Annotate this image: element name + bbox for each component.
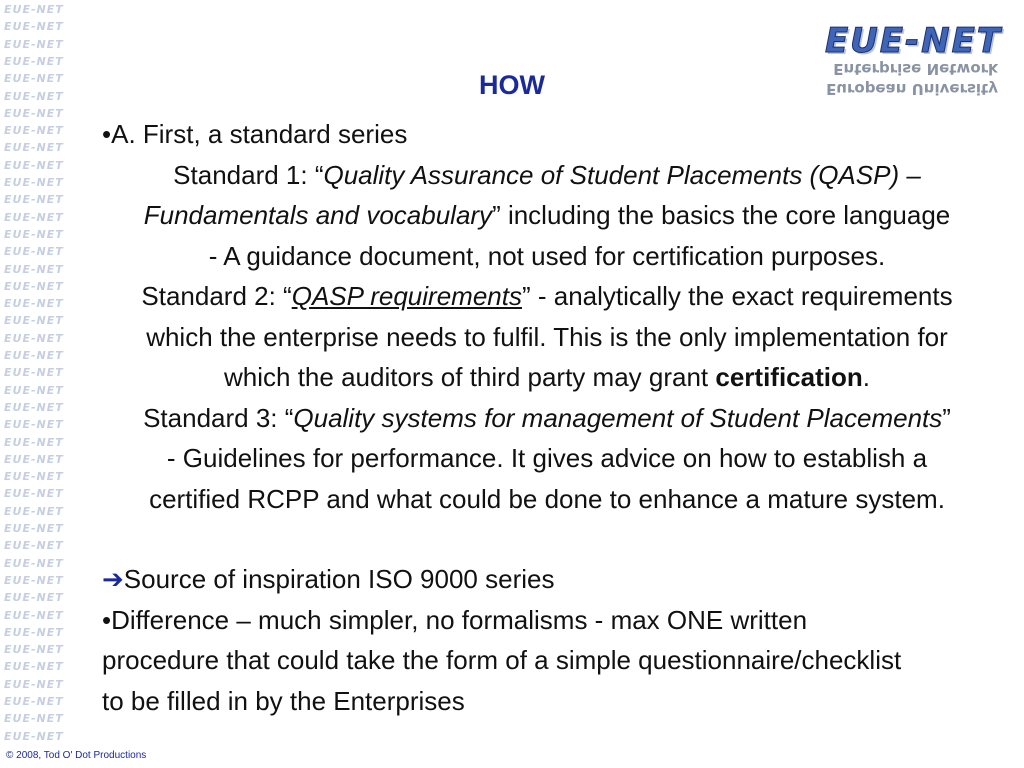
watermark-logo-mark: EUE-NET [4, 141, 64, 154]
watermark-logo-mark: EUE-NET [4, 505, 64, 518]
standard3-line3: certified RCPP and what could be done to enhance a mature system. [149, 483, 945, 514]
watermark-logo-mark: EUE-NET [4, 193, 64, 206]
spacer [102, 519, 992, 559]
point-a-text: A. First, a standard series [111, 119, 408, 149]
standard1-line1 [102, 155, 992, 196]
watermark-logo-mark: EUE-NET [4, 349, 64, 362]
watermark-logo-mark: EUE-NET [4, 591, 64, 604]
difference-text1: Difference – much simpler, no formalisms - max ONE written [111, 604, 808, 635]
watermark-logo-mark: EUE-NET [4, 487, 64, 500]
watermark-logo-mark: EUE-NET [4, 90, 64, 103]
standard1-rest1: ” including the basics the core language [492, 200, 951, 230]
standard2-line1 [102, 276, 992, 317]
standard2-line2: which the enterprise needs to fulfil. This is the only implementation for [146, 321, 948, 352]
watermark-logo-mark: EUE-NET [4, 332, 64, 345]
watermark-logo-mark: EUE-NET [4, 712, 64, 725]
watermark-logo-mark: EUE-NET [4, 176, 64, 189]
watermark-logo-mark: EUE-NET [4, 436, 64, 449]
difference-line2: procedure that could take the form of a simple questionnaire/checklist [102, 645, 902, 675]
standard3-line1 [102, 398, 992, 439]
standard2-title: QASP requirements [291, 281, 522, 311]
copyright-footer: © 2008, Tod O' Dot Productions [6, 750, 147, 761]
watermark-logo-mark: EUE-NET [4, 20, 64, 33]
logo-subtitle-enterprise: Enterprise Network [833, 60, 998, 78]
standard1-line3: - A guidance document, not used for certification purposes. [208, 240, 886, 271]
standard1-title-part1: Quality Assurance of Student Placements (QASP) – [323, 159, 921, 190]
standard3-close: ” [942, 402, 951, 433]
watermark-logo-mark: EUE-NET [4, 418, 64, 431]
standard1-title-part2: Fundamentals and vocabulary [143, 200, 493, 230]
watermark-logo-mark: EUE-NET [4, 626, 64, 639]
watermark-logo-mark: EUE-NET [4, 678, 64, 691]
watermark-logo-mark: EUE-NET [4, 470, 64, 483]
watermark-logo-mark: EUE-NET [4, 557, 64, 570]
watermark-logo-mark: EUE-NET [4, 539, 64, 552]
arrow-right-icon: ➔ [102, 564, 124, 594]
watermark-logo-mark: EUE-NET [4, 574, 64, 587]
watermark-logo-mark: EUE-NET [4, 228, 64, 241]
watermark-logo-mark: EUE-NET [4, 72, 64, 85]
watermark-logo-mark: EUE-NET [4, 38, 64, 51]
standard3-title: Quality systems for management of Student Placements [293, 402, 943, 433]
watermark-logo-mark: EUE-NET [4, 280, 64, 293]
slide-body [102, 114, 992, 721]
watermark-logo-mark: EUE-NET [4, 159, 64, 172]
watermark-logo-mark: EUE-NET [4, 401, 64, 414]
source-line [102, 559, 992, 600]
standard2-line3-pre: which the auditors of third party may grant [224, 362, 716, 392]
watermark-logo-mark: EUE-NET [4, 522, 64, 535]
watermark-logo-mark: EUE-NET [4, 730, 64, 740]
watermark-logo-mark: EUE-NET [4, 211, 64, 224]
difference-line3: to be filled in by the Enterprises [102, 685, 465, 716]
watermark-logo-mark: EUE-NET [4, 695, 64, 708]
slide-title: HOW [479, 70, 545, 100]
bullet: • [102, 604, 112, 635]
standard2-prefix: Standard 2: “ [141, 281, 292, 311]
watermark-logo-mark: EUE-NET [4, 314, 64, 327]
watermark-logo-mark: EUE-NET [4, 245, 64, 258]
watermark-logo-mark: EUE-NET [4, 660, 64, 673]
watermark-logo-mark: EUE-NET [4, 3, 64, 16]
watermark-logo-mark: EUE-NET [4, 124, 64, 137]
standard2-line3 [102, 357, 992, 398]
standard3-line2: - Guidelines for performance. It gives advice on how to establish a [166, 443, 928, 473]
standard3-prefix: Standard 3: “ [143, 402, 294, 433]
standard1-prefix: Standard 1: “ [173, 159, 324, 190]
watermark-logo-mark: EUE-NET [4, 643, 64, 656]
standard2-line3-post: . [862, 362, 870, 392]
difference-line1 [102, 600, 992, 641]
standard2-rest1: ” - analytically the exact requirements [521, 281, 953, 311]
watermark-logo-mark: EUE-NET [4, 609, 64, 622]
standard2-certification: certification [715, 362, 863, 392]
logo-wordmark: EUE-NET [824, 21, 1002, 61]
point-a [102, 114, 992, 155]
watermark-logo-mark: EUE-NET [4, 263, 64, 276]
bullet: • [102, 119, 112, 149]
watermark-logo-mark: EUE-NET [4, 384, 64, 397]
watermark-logo-mark: EUE-NET [4, 453, 64, 466]
watermark-logo-mark: EUE-NET [4, 55, 64, 68]
watermark-logo-mark: EUE-NET [4, 297, 64, 310]
watermark-logo-mark: EUE-NET [4, 107, 64, 120]
standard1-line2 [102, 195, 992, 236]
logo-subtitle-university: European University [826, 80, 998, 98]
watermark-strip [0, 0, 70, 740]
watermark-logo-mark: EUE-NET [4, 366, 64, 379]
source-text: Source of inspiration ISO 9000 series [123, 564, 555, 594]
